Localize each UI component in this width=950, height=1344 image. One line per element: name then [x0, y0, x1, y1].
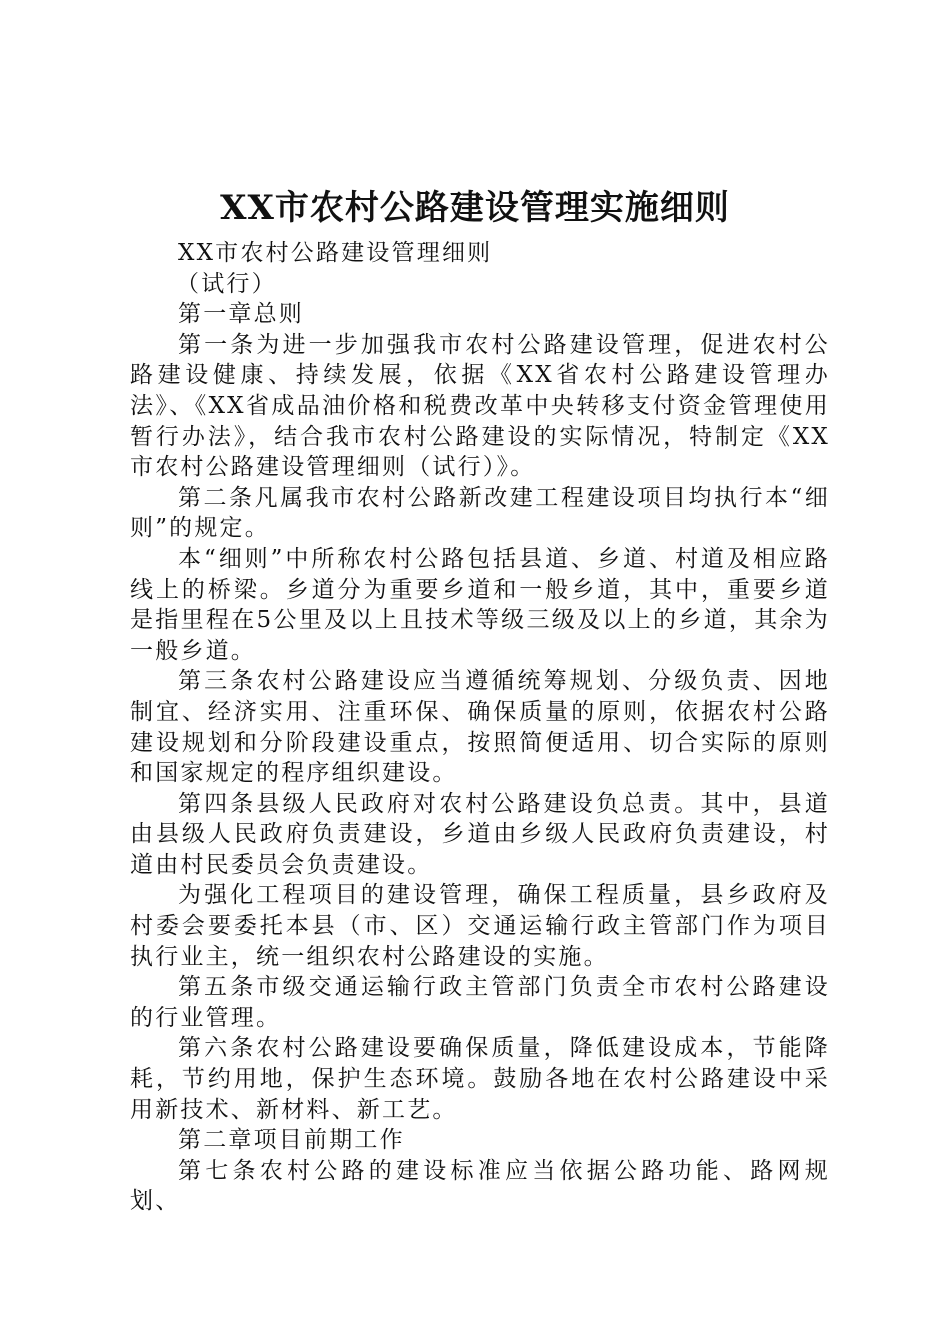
- article-paragraph: 第一条为进一步加强我市农村公路建设管理，促进农村公路建设健康、持续发展，依据《XX省农村公路建设管理办法》、《XX省成品油价格和税费改革中央转移支付资金管理使用暂行办法》，结合我市农村公路建设的实际情况，特制定《XX市农村公路建设管理细则（试行）》。: [130, 331, 830, 481]
- article-paragraph: 第六条农村公路建设要确保质量，降低建设成本，节能降耗，节约用地，保护生态环境。鼓励各地在农村公路建设中采用新技术、新材料、新工艺。: [130, 1035, 830, 1123]
- trial-note: （试行）: [176, 270, 277, 297]
- chapter-heading: 第一章总则: [178, 301, 304, 328]
- body-paragraph: 为强化工程项目的建设管理，确保工程质量，县乡政府及村委会要委托本县（市、区）交通运输行政主管部门作为项目执行业主，统一组织农村公路建设的实施。: [130, 882, 830, 970]
- article-paragraph: 第三条农村公路建设应当遵循统筹规划、分级负责、因地制宜、经济实用、注重环保、确保质量的原则，依据农村公路建设规划和分阶段建设重点，按照简便适用、切合实际的原则和国家规定的程序组织建设。: [130, 668, 830, 787]
- article-paragraph: 第五条市级交通运输行政主管部门负责全市农村公路建设的行业管理。: [130, 974, 830, 1031]
- chapter-heading: 第二章项目前期工作: [178, 1127, 405, 1154]
- document-title: XX市农村公路建设管理实施细则: [220, 188, 730, 228]
- document-body: [130, 238, 830, 1217]
- article-paragraph: 第二条凡属我市农村公路新改建工程建设项目均执行本“细则”的规定。: [130, 484, 830, 542]
- article-paragraph: 第七条农村公路的建设标准应当依据公路功能、路网规划、: [130, 1157, 830, 1215]
- body-paragraph: 本“细则”中所称农村公路包括县道、乡道、村道及相应路线上的桥梁。乡道分为重要乡道和一般乡道，其中，重要乡道是指里程在5公里及以上且技术等级三级及以上的乡道，其余为一般乡道。: [130, 545, 830, 664]
- article-paragraph: 第四条县级人民政府对农村公路建设负总责。其中，县道由县级人民政府负责建设，乡道由乡级人民政府负责建设，村道由村民委员会负责建设。: [130, 790, 830, 878]
- subtitle-line: XX市农村公路建设管理细则: [178, 240, 493, 266]
